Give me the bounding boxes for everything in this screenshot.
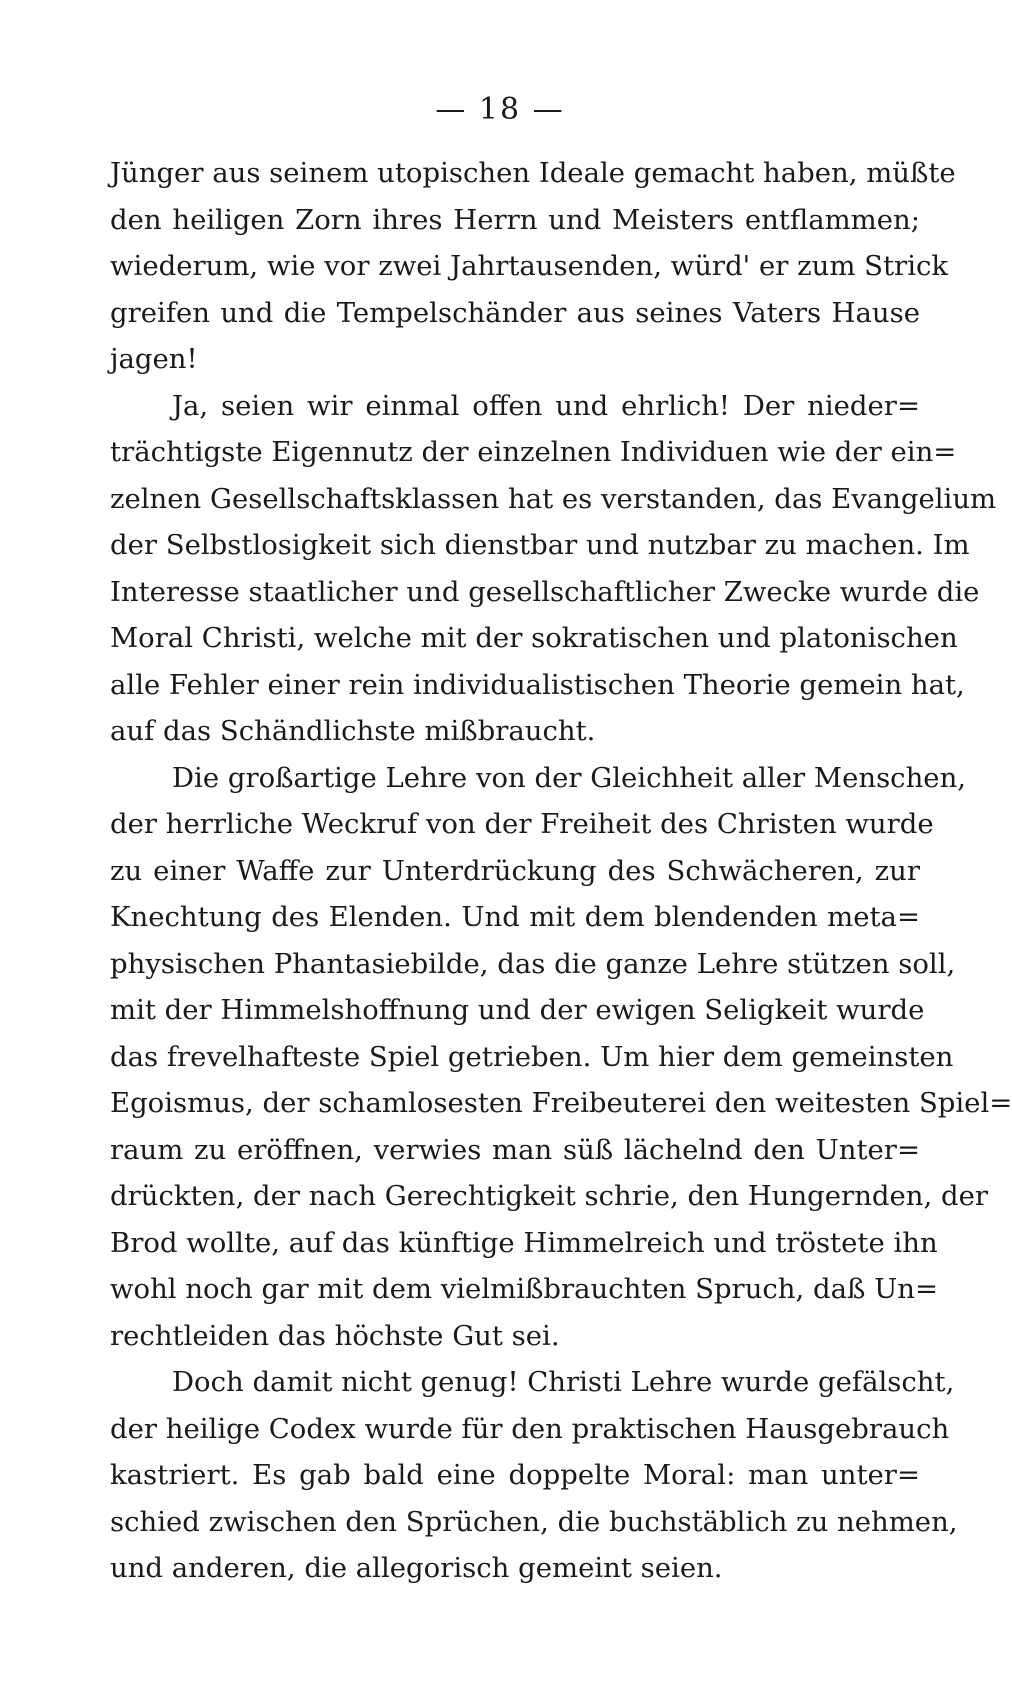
text-line: raum zu eröffnen, verwies man süß lächelnd den Unter= [110, 1133, 920, 1166]
text-line: wohl noch gar mit dem vielmißbrauchten Spruch, daß Un= [110, 1273, 939, 1305]
text-line: der herrliche Weckruf von der Freiheit des Christen wurde [110, 808, 934, 840]
text-line: zu einer Waffe zur Unterdrückung des Schwächeren, zur [110, 854, 920, 887]
text-line: mit der Himmelshoffnung und der ewigen Seligkeit wurde [110, 994, 925, 1026]
text-line: der heilige Codex wurde für den praktischen Hausgebrauch [110, 1412, 950, 1445]
text-line: Knechtung des Elenden. Und mit dem blendenden meta= [110, 901, 920, 933]
text-line: auf das Schändlichste mißbraucht. [110, 715, 596, 747]
text-line: Egoismus, der schamlosesten Freibeuterei den weitesten Spiel= [110, 1087, 1012, 1119]
text-line: trächtigste Eigennutz der einzelnen Individuen wie der ein= [110, 436, 957, 468]
text-line: kastriert. Es gab bald eine doppelte Moral: man unter= [110, 1459, 920, 1491]
text-line: schied zwischen den Sprüchen, die buchstäblich zu nehmen, [110, 1505, 958, 1538]
text-line: drückten, der nach Gerechtigkeit schrie, den Hungernden, der [110, 1180, 989, 1212]
text-line: Interesse staatlicher und gesellschaftlicher Zwecke wurde die [110, 575, 980, 608]
text-line: rechtleiden das höchste Gut sei. [110, 1319, 560, 1352]
text-line: den heiligen Zorn ihres Herrn und Meisters entflammen; [110, 203, 920, 236]
text-line: das frevelhafteste Spiel getrieben. Um hier dem gemeinsten [110, 1040, 954, 1073]
text-line: Doch damit nicht genug! Christi Lehre wurde gefälscht, [172, 1366, 955, 1398]
text-line: wiederum, wie vor zwei Jahrtausenden, würd' er zum Strick [110, 250, 949, 282]
text-line: jagen! [110, 343, 198, 375]
page-number: — 18 — [435, 92, 565, 127]
text-line: Die großartige Lehre von der Gleichheit aller Menschen, [172, 761, 967, 794]
text-line: physischen Phantasiebilde, das die ganze Lehre stützen soll, [110, 947, 956, 980]
text-line: und anderen, die allegorisch gemeint seien. [110, 1552, 723, 1584]
text-line: greifen und die Tempelschänder aus seines Vaters Hause [110, 296, 920, 329]
text-line: Jünger aus seinem utopischen Ideale gemacht haben, müßte [110, 157, 956, 189]
text-line: Moral Christi, welche mit der sokratischen und platonischen [110, 622, 958, 654]
text-line: der Selbstlosigkeit sich dienstbar und nutzbar zu machen. Im [110, 529, 970, 561]
body-text [110, 150, 1012, 1592]
text-line: Ja, seien wir einmal offen und ehrlich! Der nieder= [172, 389, 920, 422]
text-line: alle Fehler einer rein individualistischen Theorie gemein hat, [110, 668, 965, 701]
text-line: zelnen Gesellschaftsklassen hat es verstanden, das Evangelium [110, 482, 997, 515]
text-line: Brod wollte, auf das künftige Himmelreich und tröstete ihn [110, 1226, 938, 1259]
